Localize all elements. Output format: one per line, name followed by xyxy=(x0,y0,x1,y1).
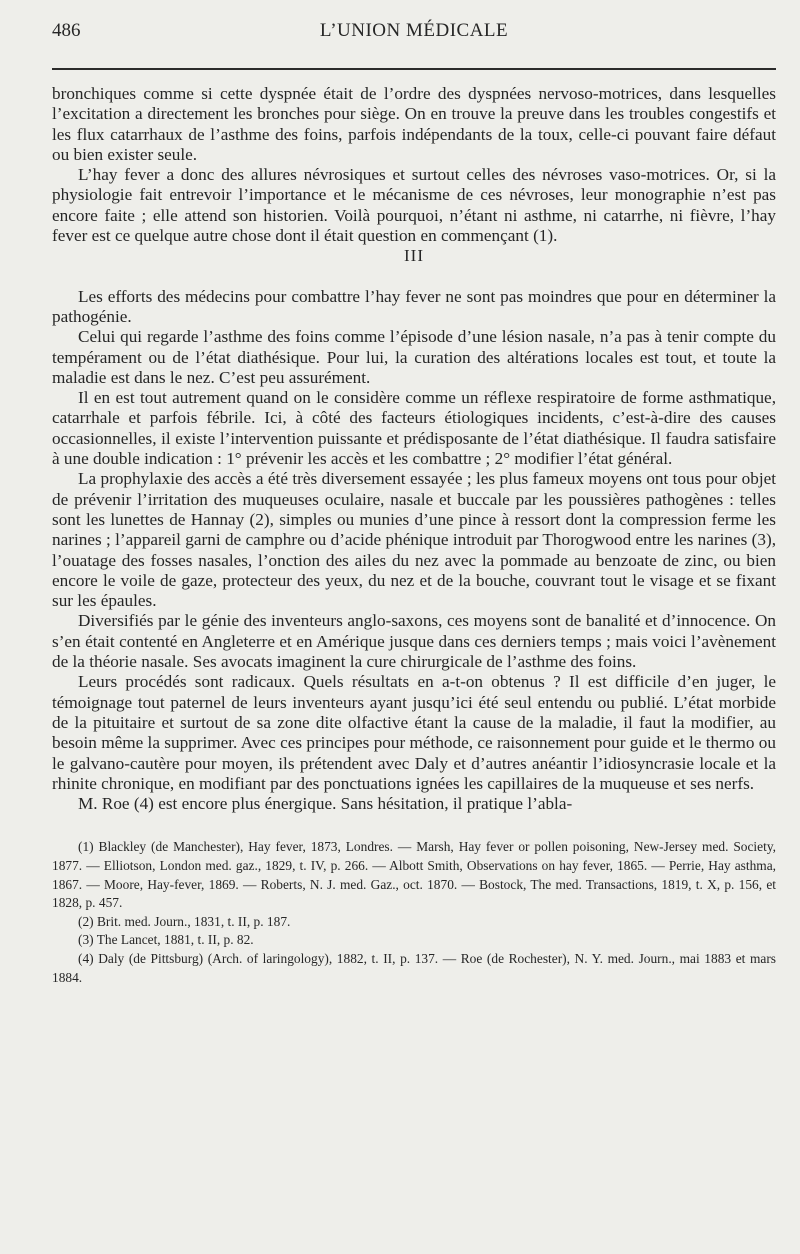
footnotes xyxy=(52,838,776,987)
footnote: (1) Blackley (de Manchester), Hay fever, 1873, Londres. — Marsh, Hay fever or pollen poisoning, New-Jersey med. Society, 1877. — Elliotson, London med. gaz., 1829, t. IV, p. 266. — Albott Smith, Observations on hay fever, 1865. — Perrie, Hay asthma, 1867. — Moore, Hay-fever, 1869. — Roberts, N. J. med. Gaz., oct. 1870. — Bostock, The med. Transactions, 1819, t. X, p. 156, et 1828, p. 457. xyxy=(52,839,776,911)
footnote: (2) Brit. med. Journ., 1831, t. II, p. 187. xyxy=(78,913,291,929)
page-header xyxy=(52,20,776,46)
header-rule xyxy=(52,68,776,70)
paragraph: Il en est tout autrement quand on le considère comme un réflexe respiratoire de forme asthmatique, catarrhale et parfois fébrile. Ici, à côté des facteurs étiologiques incidents, c’est-à-dire des causes occasionnelles, il existe l’intervention puissante et prédisposante de l’état diathésique. Il faudra satisfaire à une double indication : 1° prévenir les accès et les combattre ; 2° modifier l’état général. xyxy=(52,388,776,469)
running-title: L’UNION MÉDICALE xyxy=(319,20,509,41)
paragraph: Diversifiés par le génie des inventeurs anglo-saxons, ces moyens sont de banalité et d’innocence. On s’en était contenté en Angleterre et en Amérique jusque dans ces derniers temps ; mais voici l’avènement de la théorie nasale. Ses avocats imaginent la cure chirurgicale de l’asthme des foins. xyxy=(52,611,776,672)
footnote: (4) Daly (de Pittsburg) (Arch. of laringology), 1882, t. II, p. 137. — Roe (de Rochester), N. Y. med. Journ., mai 1883 et mars 1884. xyxy=(52,950,776,985)
footnote: (3) The Lancet, 1881, t. II, p. 82. xyxy=(78,932,254,948)
body-text xyxy=(52,84,776,814)
paragraph: La prophylaxie des accès a été très diversement essayée ; les plus fameux moyens ont tous pour objet de prévenir l’irritation des muqueuses oculaire, nasale et buccale par les poussières pathogènes : telles sont les lunettes de Hannay (2), simples ou munies d’une pince à ressort dont la compression ferme les narines ; l’appareil garni de camphre ou d’acide phénique introduit par Thorogwood entre les narines (3), l’ouatage des fosses nasales, l’onction des ailes du nez avec la pommade au benzoate de zinc, ou bien encore le voile de gaze, protecteur des yeux, du nez et de la bouche, couvrant tout le visage et se fixant sur les épaules. xyxy=(52,469,776,611)
page-number: 486 xyxy=(52,20,81,41)
section-heading: III xyxy=(404,246,424,266)
paragraph: L’hay fever a donc des allures névrosiques et surtout celles des névroses vaso-motrices. Or, si la physiologie fait entrevoir l’importance et le mécanisme de ces névroses, leur monographie n’est pas encore faite ; elle attend son historien. Voilà pourquoi, n’étant ni asthme, ni catarrhe, ni fièvre, l’hay fever est ce quelque autre chose dont il était question en commençant (1). xyxy=(52,165,776,246)
paragraph: Les efforts des médecins pour combattre l’hay fever ne sont pas moindres que pour en déterminer la pathogénie. xyxy=(52,286,776,326)
paragraph: bronchiques comme si cette dyspnée était de l’ordre des dyspnées nervoso-motrices, dans lesquelles l’excitation a directement les bronches pour siège. On en trouve la preuve dans les troubles congestifs et les flux catarrhaux de l’asthme des foins, parfois indépendants de la toux, celle-ci pouvant faire défaut ou bien exister seule. xyxy=(52,84,776,164)
paragraph: M. Roe (4) est encore plus énergique. Sans hésitation, il pratique l’abla- xyxy=(78,794,573,814)
paragraph: Leurs procédés sont radicaux. Quels résultats en a-t-on obtenus ? Il est difficile d’en juger, le témoignage tout paternel de leurs inventeurs ayant jusqu’ici été seul entendu ou publié. L’état morbide de la pituitaire et surtout de sa zone dite olfactive étant la cause de la maladie, il faut la modifier, au besoin même la supprimer. Avec ces principes pour méthode, ce raisonnement pour guide et le thermo ou le galvano-cautère pour moyen, ils prétendent avec Daly et d’autres anéantir l’idiosyncrasie locale et la rhinite chronique, en modifiant par des ponctuations ignées les capillaires de la muqueuse et ses nerfs. xyxy=(52,672,776,793)
paragraph: Celui qui regarde l’asthme des foins comme l’épisode d’une lésion nasale, n’a pas à tenir compte du tempérament ou de l’état diathésique. Pour lui, la curation des altérations locales est tout, et toute la maladie est dans le nez. C’est peu assurément. xyxy=(52,327,776,387)
